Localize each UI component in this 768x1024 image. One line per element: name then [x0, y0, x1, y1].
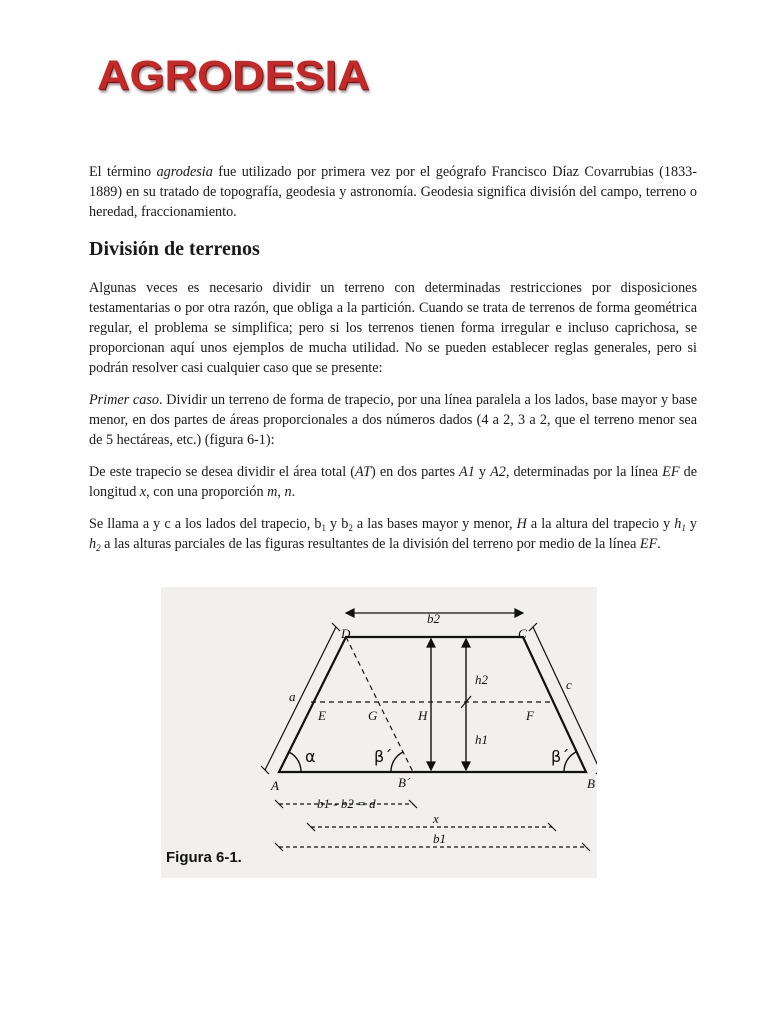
label-b-vertex: B: [587, 776, 595, 791]
label-b-prime: B´: [398, 775, 411, 790]
paragraph-trapecio: De este trapecio se desea dividir el área total (AT) en dos partes A1 y A2, determinadas por la línea EF de longitud x, con una proporción m, n.: [89, 464, 697, 500]
arrow-dim-top: [462, 639, 470, 647]
label-beta2: β´: [551, 747, 570, 766]
dim-a: [265, 627, 336, 770]
label-h: H: [418, 708, 428, 723]
label-alpha: α: [305, 747, 316, 766]
mark-a-top: [332, 623, 340, 631]
label-c: c: [566, 677, 572, 692]
label-d: D: [341, 626, 351, 641]
angle-alpha-arc: [289, 752, 301, 772]
label-c-vertex: C: [518, 626, 527, 641]
label-b1: b1: [433, 831, 446, 846]
label-b2: b2: [427, 611, 440, 626]
trapezoid-diagram: [161, 587, 597, 878]
label-x: x: [433, 811, 439, 826]
mark-c-bottom: [596, 766, 597, 774]
arrow-h-bottom: [427, 762, 435, 770]
trapezoid-figure: [161, 587, 597, 878]
agrodesia-logo: AGRODESIA: [97, 52, 370, 99]
mark-diff-r: [409, 800, 417, 808]
label-a-vertex: A: [271, 778, 279, 793]
intro-paragraph: El término agrodesia fue utilizado por primera vez por el geógrafo Francisco Díaz Covarrubias (1833-1889) en su tratado de topografía, geodesia y astronomía. Geodesia significa división del campo, terreno o heredad, fraccionamiento.: [89, 164, 697, 220]
label-f: F: [526, 708, 534, 723]
figure-caption: Figura 6-1.: [166, 849, 242, 866]
paragraph-primer-caso: Primer caso. Dividir un terreno de forma de trapecio, por una línea paralela a los lados, base mayor y base menor, en dos partes de áreas proporcionales a dos números dados (4 a 2, 3 a 2, que el terreno menor sea de 5 hectáreas, etc.) (figura 6-1):: [89, 392, 698, 448]
arrow-h-top: [427, 639, 435, 647]
angle-beta-arc: [391, 752, 403, 772]
label-a: a: [289, 689, 296, 704]
paragraph-lados: Se llama a y c a los lados del trapecio, $b_1$ y $b_2$ a las bases mayor y menor, H a la altura del trapecio y $h_1$ y $h_2$ a las alturas parciales de las figuras resultantes de la división del terreno por medio de la línea EF.: [89, 516, 698, 553]
label-h1: h1: [475, 732, 488, 747]
arrow-b2-left: [346, 609, 354, 617]
label-beta1: β´: [374, 747, 393, 766]
arrow-b2-right: [515, 609, 523, 617]
section-heading: División de terrenos: [89, 238, 260, 260]
arrow-dim-bottom: [462, 762, 470, 770]
mark-a-bottom: [261, 766, 269, 774]
mark-c-top: [529, 623, 537, 631]
label-h2: h2: [475, 672, 488, 687]
paragraph-division: Algunas veces es necesario dividir un terreno con determinadas restricciones por disposiciones testamentarias o por otra razón, que obliga a la partición. Cuando se trata de terrenos de forma geométrica regular, el problema se simplifica; pero si los terrenos tienen forma irregular e incluso caprichosa, se proporcionan aquí unos ejemplos de mucha utilidad. No se pueden establecer reglas generales, pero si podrán resolver casi cualquier caso que se presente:: [89, 280, 697, 376]
label-diff: b1 - b2 = d: [317, 796, 376, 811]
label-e: E: [318, 708, 326, 723]
trapezoid-shape: [279, 637, 586, 772]
label-g: G: [368, 708, 378, 723]
